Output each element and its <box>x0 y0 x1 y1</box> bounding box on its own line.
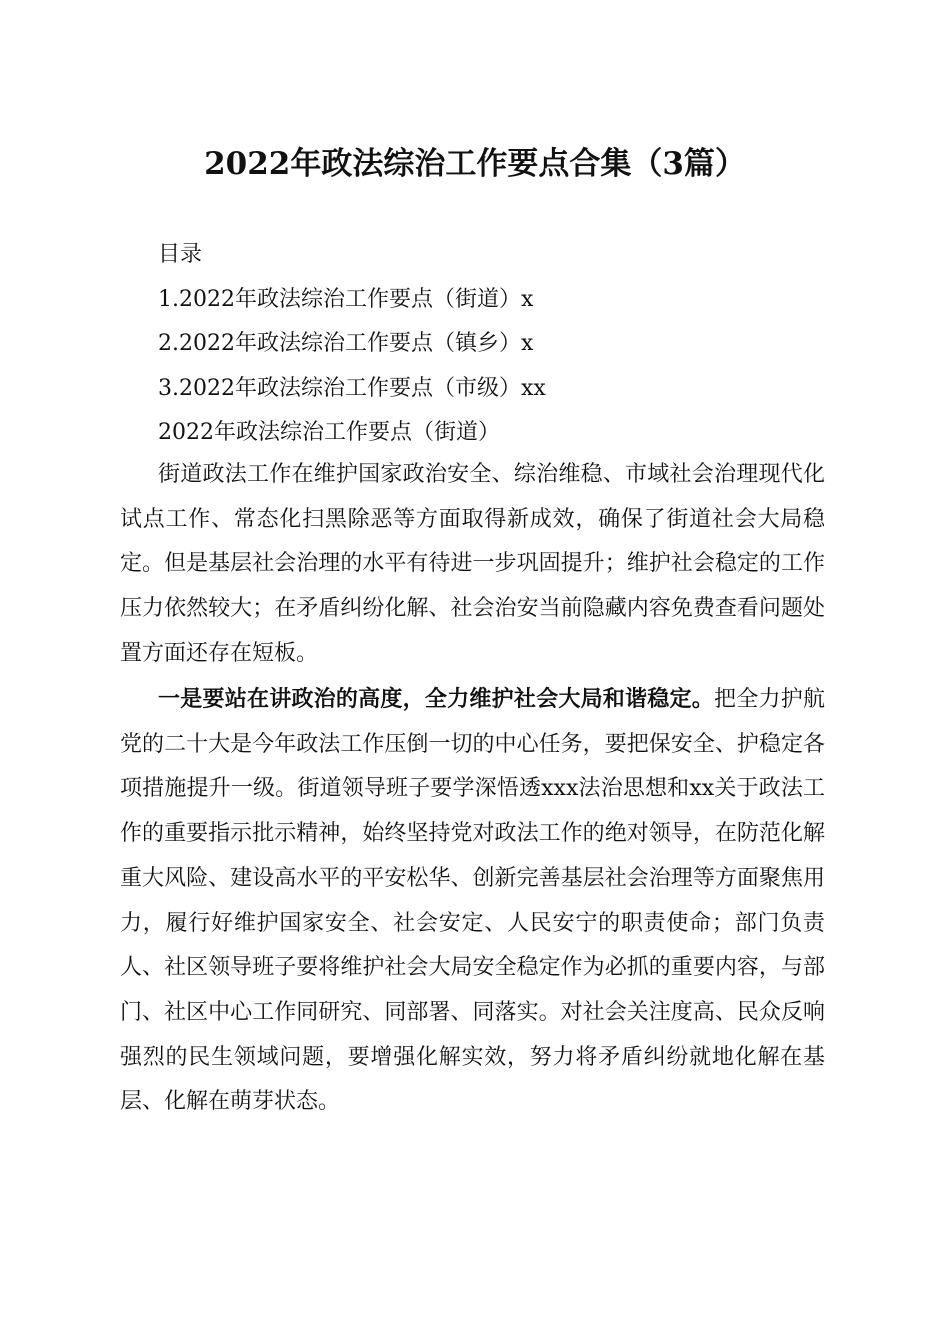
section-title: 2022年政法综治工作要点（街道） <box>158 420 500 445</box>
document-title: 2022年政法综治工作要点合集（3篇） <box>204 146 746 182</box>
toc-item: 3.2022年政法综治工作要点（市级）xx <box>158 375 546 401</box>
table-of-contents <box>158 233 546 456</box>
toc-heading: 目录 <box>158 242 203 267</box>
paragraph-1: 街道政法工作在维护国家政治安全、综治维稳、市域社会治理现代化试点工作、常态化扫黑除恶等方面取得新成效，确保了街道社会大局稳定。但是基层社会治理的水平有待进一步巩固提升；维护社会稳定的工作压力依然较大；在矛盾纠纷化解、社会治安当前隐藏内容免费查看问题处置方面还存在短板。 <box>120 462 825 666</box>
toc-item: 2.2022年政法综治工作要点（镇乡）x <box>158 331 534 356</box>
toc-item: 1.2022年政法综治工作要点（街道）x <box>158 286 534 312</box>
paragraph-2 <box>120 677 825 1125</box>
paragraph-2-text: 把全力护航党的二十大是今年政法工作压倒一切的中心任务，要把保安全、护稳定各项措施提升一级。街道领导班子要学深悟透xxx法治思想和xx关于政法工作的重要指示批示精神，始终坚持党对政法工作的绝对领导，在防范化解重大风险、建设高水平的平安松华、创新完善基层社会治理等方面聚焦用力，履行好维护国家安全、社会安定、人民安宁的职责使命；部门负责人、社区领导班子要将维护社会大局安全稳定作为必抓的重要内容，与部门、社区中心工作同研究、同部署、同落实。对社会关注度高、民众反响强烈的民生领域问题，要增强化解实效，努力将矛盾纠纷就地化解在基层、化解在萌芽状态。 <box>120 687 825 1115</box>
paragraph-2-lead: 一是要站在讲政治的高度，全力维护社会大局和谐稳定。 <box>158 686 715 712</box>
